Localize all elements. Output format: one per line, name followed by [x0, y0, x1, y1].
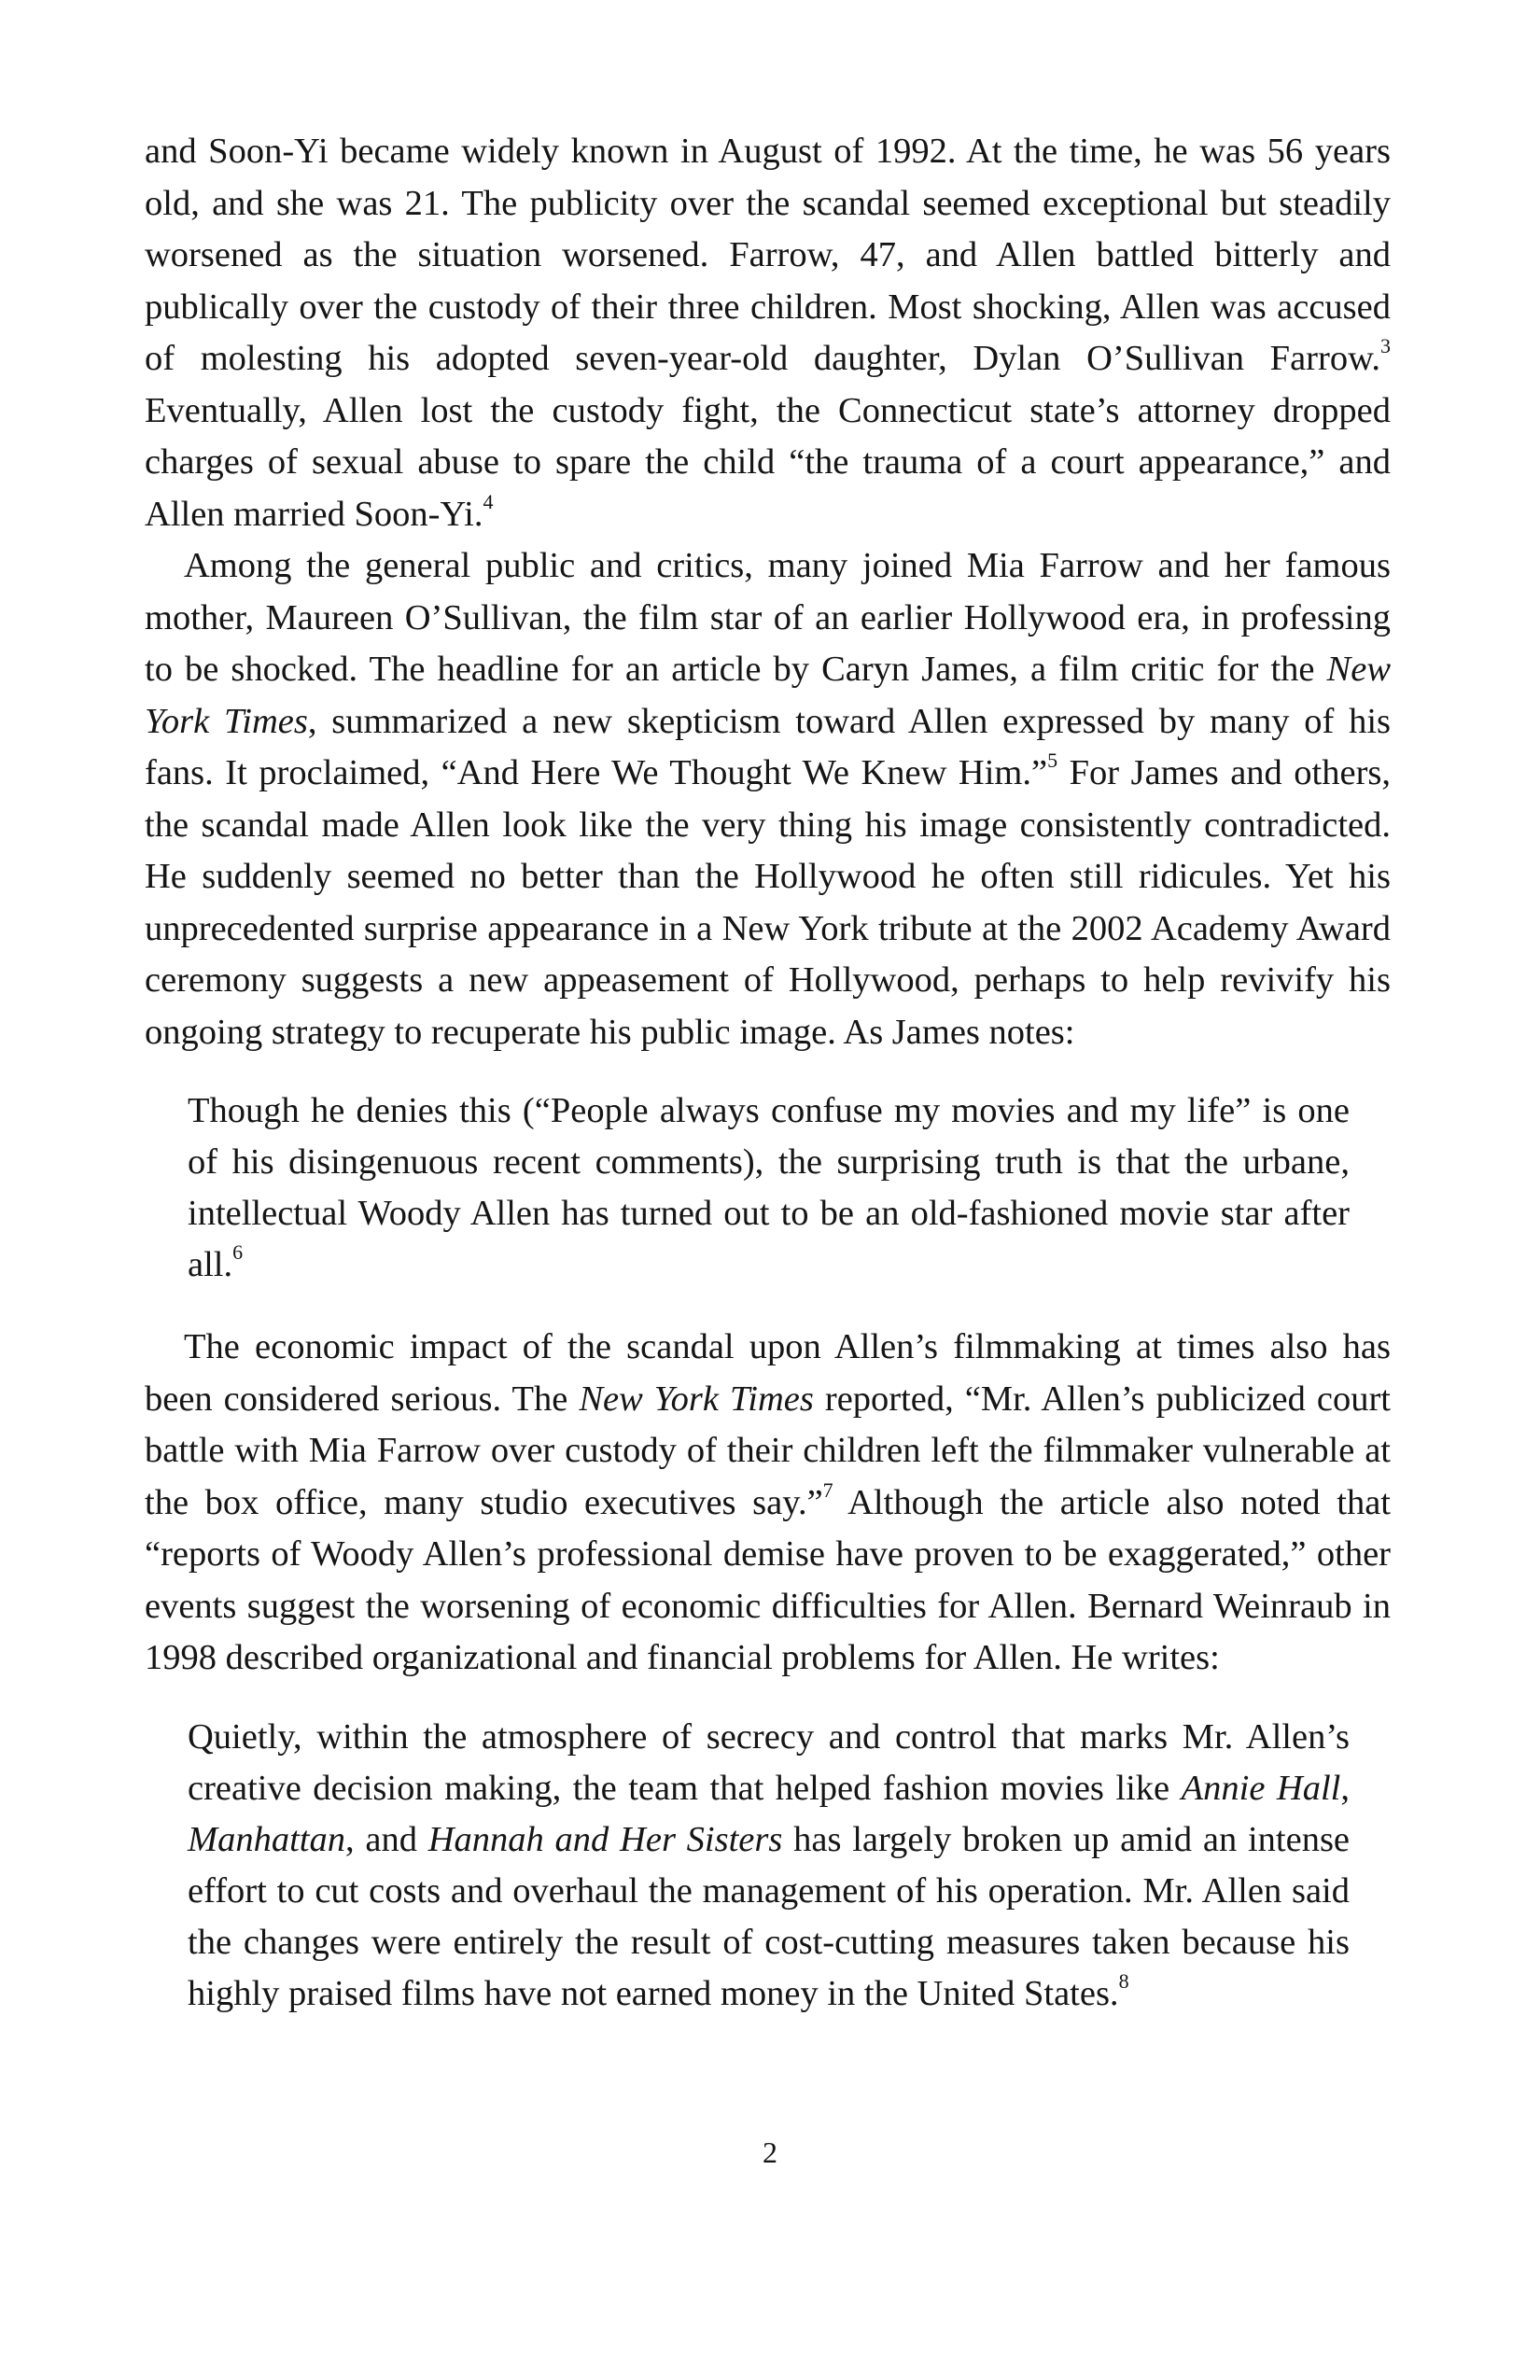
- page-body: [145, 126, 1391, 2051]
- paragraph-1-text-b: Eventually, Allen lost the custody fight, the Connecticut state’s attorney dropped charges of sexual abuse to spare the child “the trauma of a court appearance,” and Allen married Soon-Yi.: [145, 390, 1391, 534]
- footnote-ref-5: 5: [1047, 749, 1058, 773]
- page-number: 2: [763, 2135, 777, 2169]
- block-quote-2-paragraph: [188, 1712, 1350, 2020]
- block-quote-2-italic-b: Manhattan: [188, 1819, 345, 1859]
- block-quote-2-text-c: , and: [344, 1819, 428, 1859]
- block-quote-1: [188, 1085, 1350, 1291]
- paragraph-1-text-a: and Soon-Yi became widely known in August of 1992. At the time, he was 56 years old, and she was 21. The publicity over the scandal seemed exceptional but steadily worsened as the situation worsened. Farrow, 47, and Allen battled bitterly and publically over the custody of their three children. Most shocking, Allen was accused of molesting his adopted seven-year-old daughter, Dylan O’Sullivan Farrow.: [145, 132, 1391, 378]
- block-quote-1-paragraph: [188, 1085, 1350, 1291]
- block-quote-2-italic-a: Annie Hall: [1181, 1768, 1341, 1808]
- block-quote-1-text: Though he denies this (“People always confuse my movies and my life” is one of his disingenuous recent comments), the surprising truth is that the urbane, intellectual Woody Allen has turned out to be an old-fashioned movie star after all.: [188, 1091, 1350, 1284]
- footnote-ref-3: 3: [1380, 334, 1391, 358]
- paragraph-3-text-b: reported, “Mr. Allen’s publicized court battle with Mia Farrow over custody of their children left the filmmaker vulnerable at the box office, many studio executives say.”: [145, 1379, 1391, 1522]
- block-quote-2-text-a: Quietly, within the atmosphere of secrecy and control that marks Mr. Allen’s creative decision making, the team that helped fashion movies like: [188, 1716, 1350, 1808]
- footnote-ref-8: 8: [1118, 1968, 1129, 1993]
- block-quote-2-italic-c: Hannah and Her Sisters: [427, 1819, 783, 1859]
- paragraph-2: [145, 540, 1391, 1058]
- block-quote-2-text-b: ,: [1340, 1768, 1351, 1808]
- footnote-ref-4: 4: [483, 489, 494, 513]
- paragraph-3-italic-a: New York Times: [579, 1379, 814, 1419]
- paragraph-3-text-a: The economic impact of the scandal upon Allen’s filmmaking at times also has been considered serious. The: [145, 1327, 1391, 1419]
- footnote-ref-6: 6: [232, 1240, 244, 1265]
- paragraph-2-text-b: , summarized a new skepticism toward Allen expressed by many of his fans. It proclaimed, “And Here We Thought We Knew Him.”: [145, 701, 1391, 792]
- block-quote-2-text-d: has largely broken up amid an intense effort to cut costs and overhaul the management of his operation. Mr. Allen said the changes were entirely the result of cost-cutting measures taken because his highly praised films have not earned money in the United States.: [188, 1819, 1351, 2013]
- paragraph-3-text-c: Although the article also noted that “reports of Woody Allen’s professional demise have proven to be exaggerated,” other events suggest the worsening of economic difficulties for Allen. Bernard Weinraub in 1998 described organizational and financial problems for Allen. He writes:: [145, 1482, 1391, 1677]
- paragraph-2-italic-a: New York Times: [145, 650, 1391, 741]
- block-quote-2: [188, 1712, 1350, 2020]
- footnote-ref-7: 7: [822, 1477, 833, 1502]
- paragraph-2-text-c: For James and others, the scandal made Allen look like the very thing his image consistently contradicted. He suddenly seemed no better than the Hollywood he often still ridicules. Yet his unprecedented surprise appearance in a New York tribute at the 2002 Academy Award ceremony suggests a new appeasement of Hollywood, perhaps to help revivify his ongoing strategy to recuperate his public image. As James notes:: [145, 753, 1392, 1052]
- paragraph-1: [145, 126, 1391, 540]
- paragraph-3: [145, 1322, 1391, 1685]
- paragraph-2-text-a: Among the general public and critics, many joined Mia Farrow and her famous mother, Maureen O’Sullivan, the film star of an earlier Hollywood era, in professing to be shocked. The headline for an article by Caryn James, a film critic for the: [145, 546, 1391, 689]
